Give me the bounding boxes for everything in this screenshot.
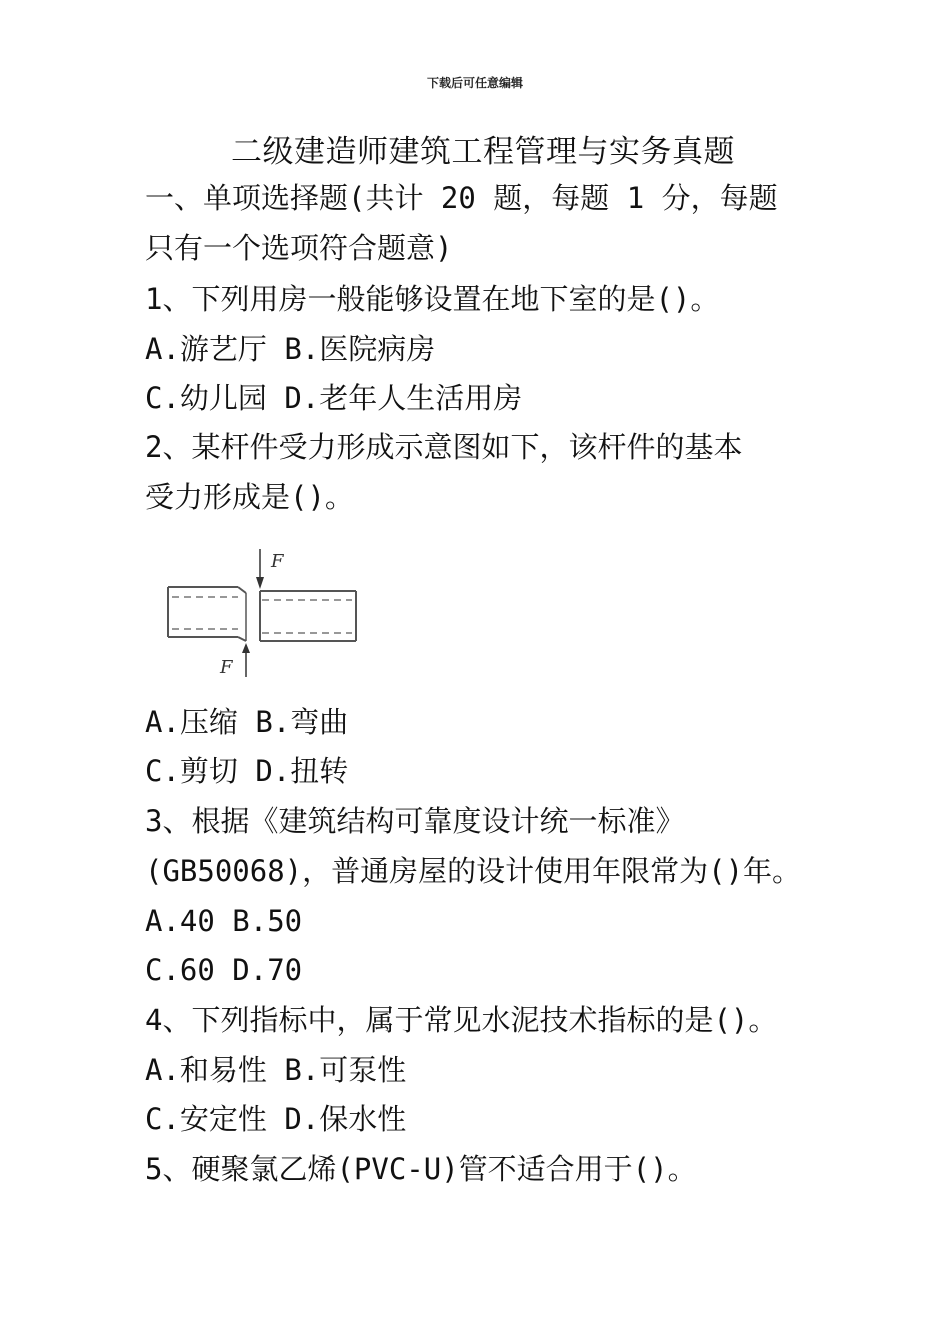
question-3-stem-line-2: (GB50068)，普通房屋的设计使用年限常为()年。	[145, 854, 802, 888]
question-3-options-cd: C.60 D.70	[145, 953, 303, 987]
question-1-options-ab: A.游艺厅 B.医院病房	[145, 332, 436, 366]
force-label-top: F	[271, 551, 284, 572]
question-4-stem: 4、下列指标中，属于常见水泥技术指标的是()。	[145, 1003, 778, 1037]
section-heading-line-2: 只有一个选项符合题意)	[145, 231, 453, 265]
document-title: 二级建造师建筑工程管理与实务真题	[231, 134, 735, 170]
header-note: 下载后可任意编辑	[426, 76, 523, 90]
question-3-options-ab: A.40 B.50	[145, 904, 303, 938]
question-2-options-cd: C.剪切 D.扭转	[145, 754, 349, 788]
question-3-stem-line-1: 3、根据《建筑结构可靠度设计统一标准》	[145, 804, 685, 838]
shear-force-figure	[160, 545, 400, 680]
question-5-stem: 5、硬聚氯乙烯(PVC-U)管不适合用于()。	[145, 1152, 697, 1186]
question-2-options-ab: A.压缩 B.弯曲	[145, 705, 349, 739]
section-heading-line-1: 一、单项选择题(共计 20 题，每题 1 分，每题	[145, 181, 778, 215]
question-4-options-ab: A.和易性 B.可泵性	[145, 1053, 407, 1087]
question-1-stem: 1、下列用房一般能够设置在地下室的是()。	[145, 282, 720, 316]
question-2-stem-line-1: 2、某杆件受力形成示意图如下，该杆件的基本	[145, 430, 743, 464]
question-2-stem-line-2: 受力形成是()。	[145, 480, 354, 514]
force-label-bottom: F	[220, 657, 233, 678]
question-4-options-cd: C.安定性 D.保水性	[145, 1102, 407, 1136]
question-1-options-cd: C.幼儿园 D.老年人生活用房	[145, 381, 523, 415]
